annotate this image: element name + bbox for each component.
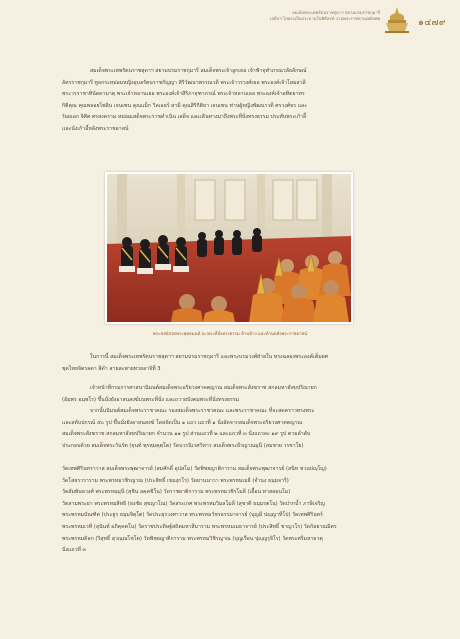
text-line: พระพรหมดิลก (วิสุทธิ์ สุวณฺณโชโต) วัดพิชยญาติการาม พระพรหมวิชิรญาณ (บุญเรือน ปุญฺญรุจิโร) วัดพระศรีมหาธาตุ xyxy=(62,535,323,542)
text-line: ร้อยเอก จิศิศ ศรสงคราม หม่อมเสด็จพระราชดำเนิน เสด็จ และเดินทางมาถึงพระที่นั่งทรงธรรม ประทับพระเก้าอี้ xyxy=(62,114,307,121)
text-line: ในการนี้ สมเด็จพระเทพรัตนราชสุดาฯ สยามบรมราชกุมารี และพระบรมวงศ์ฝ่ายใน ทรงฉลองพระองค์เต็มยศ xyxy=(90,354,328,360)
text-line: วัดสามพระยา พระพรหมสิทธิ (ธงชัย สุขญาโณ) วัดสระเกศ พระพรหมวิมลโมลี (สุชาติ ธมฺมรตโน) วัดปากน้ำ ภาษีเจริญ xyxy=(62,500,325,507)
paragraph-1 xyxy=(62,66,395,136)
text-line: วัดสัมพันธวงศ์ พระพรหมมุนี (สุชิน อคฺคชิโน) วัดราชผาติการาม พระพรหมวชิรโมลี (เอื้อน ทาสสอนโม) xyxy=(62,489,291,496)
text-line: (อัมพร อมฺพโร) ขึ้นนั่งยังอาสนสงฆ์บนพระที่นั่ง และถวายบังคมพระที่นั่งทรงธรรม xyxy=(62,396,240,403)
running-header-line-2: เสด็จฯ ไปทรงเป็นประธานในพิธีสงฆ์ งานพระราชทานเพลิงศพ xyxy=(270,16,380,21)
text-line: นั่งแถวที่ ๓ xyxy=(62,547,87,554)
text-line: วัดเทพศิรินทราวาส สมเด็จพระพุฒาจารย์ (สมศักดิ์ อุปสโม) วัดพิชยญาติการาม สมเด็จพระพุฒาจารย์ (สนิท ชวนปญฺโญ) xyxy=(62,466,327,472)
text-line: พระวรราชาทินัดดามาตุ พระเจ้าหลานเธอ พระองค์เจ้าสิริภาจุฑาภรณ์ พระเจ้าหลานเธอ พระองค์เจ้าอทิตยาทร xyxy=(62,91,305,98)
running-header-line-1: สมเด็จพระเทพรัตนราชสุดาฯ สยามบรมราชกุมารี xyxy=(292,10,380,15)
running-header xyxy=(130,10,380,22)
text-line: กิติคุณ คุณพลอยไพลิน เจนเซน คุณแม็ก วิลเลอร์ สามี คุณสิริกิติยา เจนเซน ท่านผู้หญิงพัฒนาวดี ศรวงศ์ธร และ xyxy=(62,102,308,109)
text-line: สมเด็จพระเทพรัตนราชสุดาฯ สยามบรมราชกุมารี สมเด็จพระเจ้าลูกเธอ เจ้าฟ้าจุฬาภรณวลัยลักษณ์ xyxy=(90,68,307,74)
text-line: สมเด็จพระสังฆราช สกลมหาสังฆปริณายก จำนวน ๑๑ รูป ส่วนแถวที่ ๒ และแถวที่ ๓ นั่งแถวละ ๑๙ รูป ตามลำดับ xyxy=(62,431,311,438)
text-line: พระพรหมเวที (สุนันท์ อภิคฺคตโน) วัดราชประดิษฐ์สถิตมหาสีมาราม พระพรหมเมธาจารย์ (ประสิทธิ์ ชาญวโร) วัดกัลยาณมิตร xyxy=(62,523,337,530)
text-line: จากนั้นนิมนต์สมเด็จพระราชาคณะ รองสมเด็จพระราชาคณะ และพระราชาคณะ ที่จะสดคราวทรงพระ xyxy=(90,408,315,415)
ceremony-photo-illustration xyxy=(107,174,351,322)
text-line: ชุดไทยจิตรลดา สีดำ สายสะพายทวยอาจิที่ 3 xyxy=(62,365,161,372)
paragraph-2 xyxy=(62,352,395,375)
page-number: ๑๔๗๙ xyxy=(418,18,446,28)
text-line: พระพรหมบัณฑิต (ประยูร ธมฺมจิตฺโต) วัดประยุรวงศาวาส พระพรหมวัชรธรรมาจารย์ (บุญมี ปญฺญาทีโป) วัดเทพศิรินทร์ xyxy=(62,512,323,519)
text-line: เจ้าหน้าที่กรมการศาสนานิมนต์สมเด็จพระอริยวงศาคตญาณ สมเด็จพระสังฆราช สกลมหาสังฆปริณายก xyxy=(90,385,317,391)
photo-caption: พระสงฆ์สวดพระพุทธมนต์ ณ พระที่นั่งทรงธรรม ด้านข้าง และด้านหลังพระราชอาสน์ xyxy=(152,332,308,337)
text-line: และนั่งเก้าอี้หลังพระราชอาสน์ xyxy=(62,125,129,132)
paragraph-3 xyxy=(62,383,395,453)
ceremony-photo xyxy=(107,174,351,322)
ceremony-photo-frame xyxy=(105,172,353,324)
text-line: วัดโสธรวราราม พระพรหมวชิรญาณ (ประสิทธิ์ เขมงฺกโร) วัดยานนาวา พระพรหมเมธี (จำนง ธมฺมจารี) xyxy=(62,477,289,484)
text-line: และสดับปกรณ์ ๕๐ รูป ขึ้นนั่งยังอาสนสงฆ์ โดยจัดเป็น ๑ แถว แถวที่ ๑ นั่งอัดจากสมเด็จพระอริยวงศาคตญาณ xyxy=(62,419,303,426)
page-header xyxy=(0,0,460,40)
paragraph-4 xyxy=(62,464,395,557)
text-line: ประกอบด้วย สมเด็จพระวันรัต (จุนท์ พฺรหฺมคุตฺโต) วัดบวรนิเวศวิหาร สมเด็จพระธีรญาณมุนี (สมชาย วรชาโย) xyxy=(62,442,304,449)
text-line: อัครราชกุมารี ทูลกระหม่อมหญิงอุบลรัตนราชกัญญา สิริวัฒนาพรรณวดี พระเจ้าวรวงศ์เธอ พระองค์เจ้าโสมสวลี xyxy=(62,79,306,86)
royal-emblem-icon xyxy=(382,6,412,34)
